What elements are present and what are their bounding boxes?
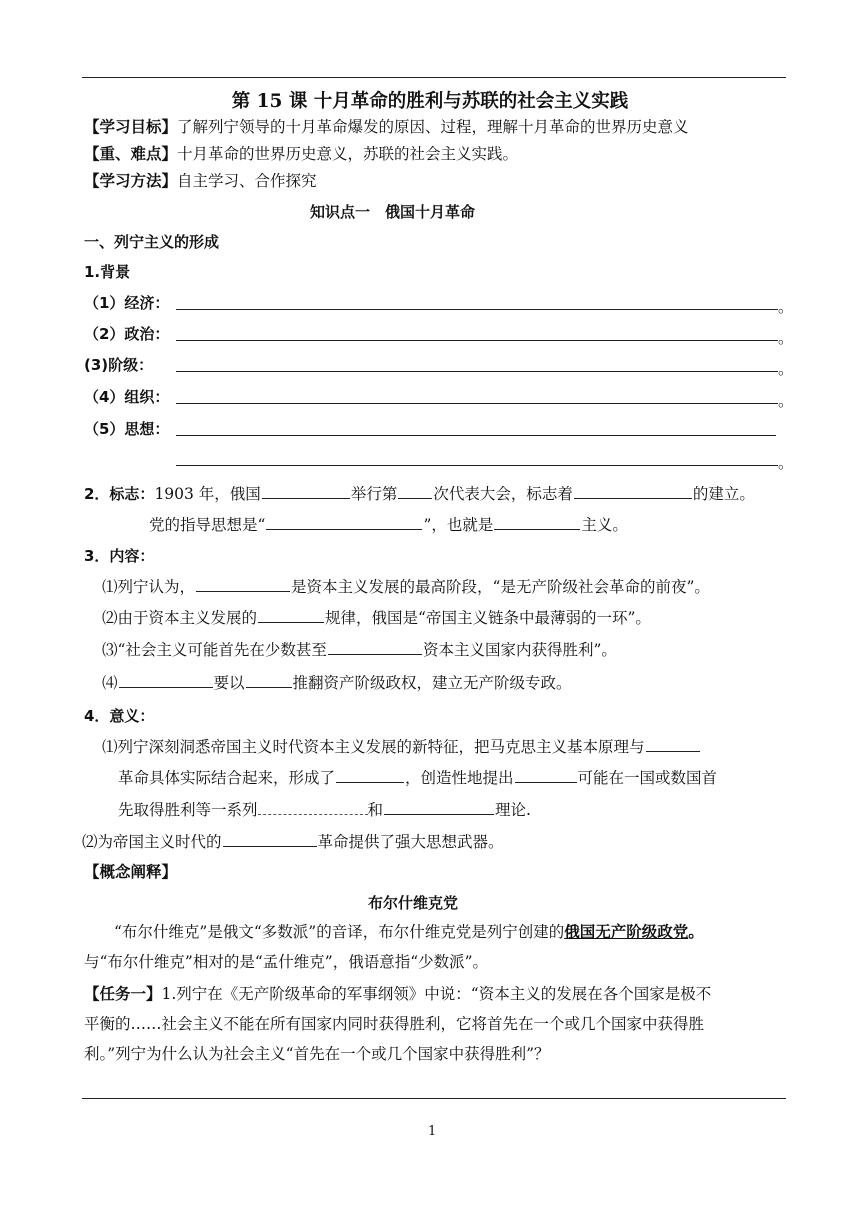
period-mark: 。 [778,329,794,347]
answer-line[interactable] [176,371,778,372]
period-mark: 。 [778,392,794,410]
significance-line-1 [102,737,701,757]
content-item-3 [102,640,617,660]
answer-blank[interactable] [328,640,422,655]
content-text: 是资本主义发展的最高阶段，“是无产阶级社会革命的前夜”。 [291,578,710,596]
concept-heading: 布尔什维克党 [368,894,459,912]
answer-blank[interactable] [384,800,494,815]
answer-blank[interactable] [515,768,577,783]
task1-line-1 [84,984,711,1004]
answer-line[interactable] [176,465,778,466]
learning-method-text: 自主学习、合作探究 [177,172,317,190]
answer-blank[interactable] [119,673,213,688]
answer-blank[interactable] [262,484,350,499]
significance-text: ⑴列宁深刻洞悉帝国主义时代资本主义发展的新特征，把马克思主义基本原理与 [102,738,645,756]
mark-line-1 [84,484,755,504]
page-title: 第 15 课 十月革命的胜利与苏联的社会主义实践 [231,91,629,112]
content-text: 推翻资产阶级政权，建立无产阶级专政。 [292,674,572,692]
mark-text: ”，也就是 [423,516,494,534]
concept-text: “布尔什维克”是俄文“多数派”的音译，布尔什维克党是列宁创建的 [114,923,565,941]
mark-text: 的建立。 [692,485,755,503]
answer-blank[interactable] [398,484,432,499]
content-item-2 [102,608,651,628]
significance-text: 先取得胜利等一系列 [118,801,258,819]
background-item-politics: （2）政治： [84,325,170,343]
content-item-4 [102,673,572,693]
answer-blank[interactable] [196,577,290,592]
content-text: ⑴列宁认为， [102,578,196,596]
answer-line[interactable] [176,435,776,436]
answer-blank[interactable] [223,832,317,847]
answer-blank[interactable] [646,737,700,752]
answer-blank[interactable] [258,608,324,623]
content-text: ⑵由于资本主义发展的 [102,609,258,627]
answer-blank[interactable] [246,673,292,688]
concept-text: 。 [688,922,704,941]
significance-text: 和 [367,801,384,819]
learning-method-label: 【学习方法】 [84,171,178,190]
significance-text: 革命提供了强大思想武器。 [317,833,504,851]
content-item-1 [102,577,710,597]
learning-goal-text: 了解列宁领导的十月革命爆发的原因、过程，理解十月革命的世界历史意义 [177,118,689,136]
subsection-heading: 一、列宁主义的形成 [84,233,220,251]
background-item-economy: （1）经济： [84,294,170,312]
task1-line-3: 利。”列宁为什么认为社会主义“首先在一个或几个国家中获得胜利”？ [84,1045,550,1063]
significance-text: 革命具体实际结合起来，形成了 [118,769,336,787]
mark-text: 主义。 [581,516,628,534]
content-text: ⑶“社会主义可能首先在少数甚至 [102,641,327,659]
concept-paragraph-2: 与“布尔什维克”相对的是“孟什维克”，俄语意指“少数派”。 [84,953,489,971]
section-heading: 知识点一 俄国十月革命 [310,203,476,221]
content-text: ⑷ [102,674,118,692]
significance-text: 理论. [495,801,531,819]
content-text: 要以 [213,674,245,692]
task1-text: 1.列宁在《无产阶级革命的军事纲领》中说：“资本主义的发展在各个国家是极不 [161,985,712,1003]
key-points [84,144,518,164]
page-number: 1 [428,1124,437,1139]
mark-label: 2．标志： [84,485,155,503]
key-points-label: 【重、难点】 [84,144,178,163]
concept-paragraph-1 [114,922,704,942]
period-mark: 。 [778,360,794,378]
mark-line-2 [149,515,628,535]
background-label: 1.背景 [84,263,131,281]
mark-text: 举行第 [350,485,398,503]
answer-blank[interactable] [336,768,404,783]
content-text: 规律，俄国是“帝国主义链条中最薄弱的一环”。 [325,609,651,627]
concept-label: 【概念阐释】 [84,862,178,881]
answer-blank[interactable] [494,515,580,530]
background-item-organization: （4）组织： [84,388,170,406]
period-mark: 。 [778,298,794,316]
task1-line-2: 平衡的……社会主义不能在所有国家内同时获得胜利，它将首先在一个或几个国家中获得胜 [84,1015,705,1033]
significance-text: ⑵为帝国主义时代的 [82,833,222,851]
significance-text: ，创造性地提出 [405,769,514,787]
mark-text: 次代表大会，标志着 [433,485,573,503]
answer-line[interactable] [176,309,778,310]
footer-rule [82,1098,786,1099]
learning-method [84,171,317,191]
answer-line[interactable] [176,403,778,404]
background-item-thought: （5）思想： [84,420,170,438]
task1-label: 【任务一】 [84,984,162,1003]
significance-line-4 [82,832,504,852]
content-text: 资本主义国家内获得胜利”。 [422,641,617,659]
significance-label: 4．意义： [84,707,155,725]
learning-goal-label: 【学习目标】 [84,117,178,136]
content-label: 3．内容： [84,547,155,565]
learning-goal [84,117,689,137]
background-item-class: (3)阶级： [84,356,154,374]
header-rule [82,77,786,78]
significance-text: 可能在一国或数国首 [577,769,718,787]
answer-blank[interactable] [266,515,422,530]
period-mark: 。 [778,454,794,472]
answer-line[interactable] [176,340,778,341]
key-points-text: 十月革命的世界历史意义，苏联的社会主义实践。 [177,145,519,163]
concept-emphasis: 俄国无产阶级政党 [564,922,689,941]
answer-blank[interactable] [258,800,368,815]
significance-line-3 [118,800,531,820]
significance-line-2 [118,768,717,788]
mark-text: 1903 年，俄国 [154,485,261,503]
answer-blank[interactable] [574,484,692,499]
mark-text: 党的指导思想是“ [149,516,266,534]
